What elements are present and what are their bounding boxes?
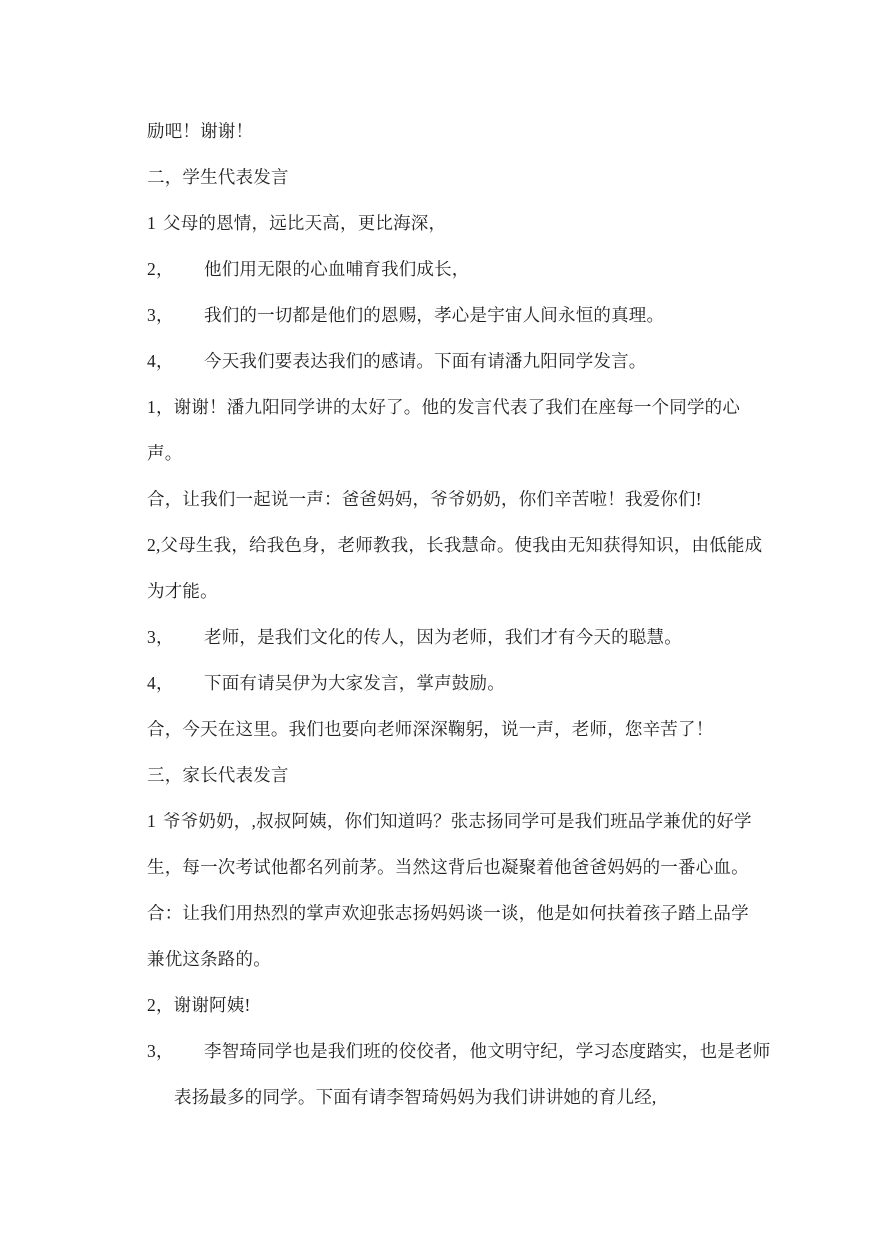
text-line: [147, 752, 787, 798]
text-line: [147, 936, 787, 982]
text-line: [147, 890, 787, 936]
line-text: 为才能。: [147, 581, 218, 601]
list-number: 4，: [147, 673, 174, 693]
text-line: [147, 660, 787, 706]
text-line: [147, 1028, 787, 1074]
text-line: [147, 384, 787, 430]
line-text: 生，每一次考试他都名列前茅。当然这背后也凝聚着他爸爸妈妈的一番心血。: [147, 857, 749, 877]
list-number: 3，: [147, 305, 174, 325]
line-text: 父母生我，给我色身，老师教我，长我慧命。使我由无知获得知识，由低能成: [160, 535, 763, 555]
list-number: 1，: [147, 397, 174, 417]
line-text: 声。: [147, 443, 183, 463]
text-line: [147, 430, 787, 476]
line-text: 合：让我们用热烈的掌声欢迎张志扬妈妈谈一谈，他是如何扶着孩子踏上品学: [147, 903, 749, 923]
line-text: 合，今天在这里。我们也要向老师深深鞠躬，说一声，老师，您辛苦了！: [147, 719, 714, 739]
list-number: 3，: [147, 627, 174, 647]
line-text: 老师，是我们文化的传人，因为老师，我们才有今天的聪慧。: [204, 627, 682, 647]
document-text-block: [147, 108, 787, 1120]
text-line: [147, 844, 787, 890]
text-line: [147, 706, 787, 752]
text-line: [147, 108, 787, 154]
list-number: 2，: [147, 995, 174, 1015]
line-text: 今天我们要表达我们的感请。下面有请潘九阳同学发言。: [204, 351, 647, 371]
list-number: 3，: [147, 1041, 174, 1061]
text-line: [147, 798, 787, 844]
line-text: 合，让我们一起说一声：爸爸妈妈，爷爷奶奶，你们辛苦啦！我爱你们!: [147, 489, 702, 509]
text-line: [147, 338, 787, 384]
list-number: 4，: [147, 351, 174, 371]
text-line: [147, 154, 787, 200]
list-number: 2，: [147, 259, 174, 279]
list-number: 1: [147, 811, 156, 831]
text-line: [147, 246, 787, 292]
line-text: 他们用无限的心血哺育我们成长，: [204, 259, 470, 279]
text-line: [147, 1074, 787, 1120]
list-number: 2,: [147, 535, 161, 555]
line-text: 谢谢！潘九阳同学讲的太好了。他的发言代表了我们在座每一个同学的心: [173, 397, 741, 417]
line-text: 爷爷奶奶，,叔叔阿姨，你们知道吗？张志扬同学可是我们班品学兼优的好学: [163, 811, 752, 831]
text-line: [147, 292, 787, 338]
line-text: 我们的一切都是他们的恩赐，孝心是宇宙人间永恒的真理。: [204, 305, 665, 325]
list-number: 1: [147, 213, 156, 233]
line-text: 父母的恩情，远比天高，更比海深，: [163, 213, 447, 233]
line-text: 谢谢阿姨!: [173, 995, 251, 1015]
text-line: [147, 476, 787, 522]
line-text: 下面有请吴伊为大家发言，掌声鼓励。: [204, 673, 505, 693]
text-line: [147, 982, 787, 1028]
line-text: 励吧！谢谢！: [147, 121, 254, 141]
line-text: 三，家长代表发言: [147, 765, 289, 785]
line-text: 二，学生代表发言: [147, 167, 289, 187]
text-line: [147, 200, 787, 246]
line-text: 表扬最多的同学。下面有请李智琦妈妈为我们讲讲她的育儿经,: [174, 1087, 657, 1107]
text-line: [147, 614, 787, 660]
text-line: [147, 568, 787, 614]
line-text: 兼优这条路的。: [147, 949, 271, 969]
line-text: 李智琦同学也是我们班的佼佼者，他文明守纪，学习态度踏实，也是老师: [204, 1041, 771, 1061]
text-line: [147, 522, 787, 568]
